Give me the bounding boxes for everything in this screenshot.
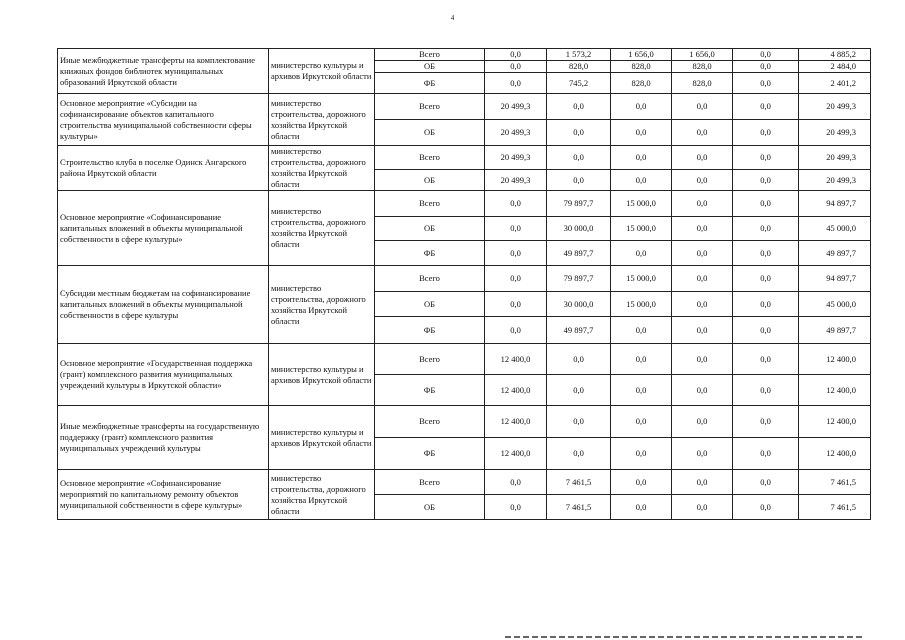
year-value: 0,0 [611, 120, 672, 146]
year-value: 0,0 [547, 146, 611, 170]
year-value: 0,0 [733, 317, 799, 344]
total-value: 20 499,3 [799, 146, 871, 170]
measure-name: Основное мероприятие «Софинансирование капитальных вложений в объекты муниципальной собственности в сфере культуры» [58, 191, 269, 266]
table-row [58, 94, 871, 120]
funding-source: ФБ [375, 73, 485, 94]
year-value: 0,0 [485, 317, 547, 344]
table-row [58, 146, 871, 170]
year-value: 0,0 [672, 170, 733, 191]
year-value: 0,0 [733, 94, 799, 120]
table-row [58, 406, 871, 438]
executor-name: министерство культуры и архивов Иркутской области [269, 406, 375, 470]
funding-source: ОБ [375, 217, 485, 241]
year-value: 0,0 [733, 146, 799, 170]
year-value: 0,0 [611, 495, 672, 520]
year-value: 745,2 [547, 73, 611, 94]
year-value: 0,0 [611, 344, 672, 375]
year-value: 20 499,3 [485, 170, 547, 191]
year-value: 0,0 [672, 94, 733, 120]
total-value: 7 461,5 [799, 470, 871, 495]
year-value: 0,0 [547, 406, 611, 438]
year-value: 0,0 [672, 266, 733, 292]
total-value: 12 400,0 [799, 438, 871, 470]
year-value: 0,0 [672, 241, 733, 266]
funding-source: Всего [375, 49, 485, 61]
year-value: 0,0 [672, 406, 733, 438]
funding-source: ФБ [375, 241, 485, 266]
year-value: 0,0 [733, 292, 799, 317]
funding-source: ФБ [375, 375, 485, 406]
year-value: 0,0 [733, 120, 799, 146]
page-number: 4 [450, 14, 455, 22]
year-value: 0,0 [733, 191, 799, 217]
year-value: 0,0 [611, 470, 672, 495]
measure-name: Субсидии местным бюджетам на софинансирование капитальных вложений в объекты муниципальной собственности в сфере культуры [58, 266, 269, 344]
year-value: 0,0 [485, 61, 547, 73]
year-value: 828,0 [611, 73, 672, 94]
scan-artifact-line [505, 636, 865, 638]
total-value: 2 401,2 [799, 73, 871, 94]
year-value: 0,0 [672, 344, 733, 375]
year-value: 12 400,0 [485, 375, 547, 406]
total-value: 94 897,7 [799, 191, 871, 217]
measure-name: Основное мероприятие «Субсидии на софинансирование объектов капитального строительства муниципальной собственности сферы культуры» [58, 94, 269, 146]
total-value: 49 897,7 [799, 317, 871, 344]
year-value: 0,0 [733, 266, 799, 292]
year-value: 0,0 [611, 317, 672, 344]
year-value: 0,0 [547, 170, 611, 191]
year-value: 0,0 [733, 344, 799, 375]
year-value: 828,0 [672, 61, 733, 73]
executor-name: министерство культуры и архивов Иркутской области [269, 49, 375, 94]
year-value: 0,0 [733, 217, 799, 241]
executor-name: министерство строительства, дорожного хозяйства Иркутской области [269, 470, 375, 520]
funding-source: Всего [375, 146, 485, 170]
year-value: 0,0 [485, 292, 547, 317]
total-value: 2 484,0 [799, 61, 871, 73]
year-value: 0,0 [672, 292, 733, 317]
year-value: 0,0 [547, 438, 611, 470]
year-value: 30 000,0 [547, 217, 611, 241]
year-value: 0,0 [485, 495, 547, 520]
funding-source: Всего [375, 470, 485, 495]
year-value: 12 400,0 [485, 406, 547, 438]
year-value: 0,0 [485, 266, 547, 292]
funding-source: Всего [375, 266, 485, 292]
table-row [58, 49, 871, 61]
year-value: 0,0 [485, 191, 547, 217]
year-value: 0,0 [485, 470, 547, 495]
year-value: 20 499,3 [485, 120, 547, 146]
funding-source: ОБ [375, 292, 485, 317]
table-row [58, 470, 871, 495]
year-value: 7 461,5 [547, 470, 611, 495]
executor-name: министерство строительства, дорожного хозяйства Иркутской области [269, 94, 375, 146]
year-value: 15 000,0 [611, 266, 672, 292]
year-value: 49 897,7 [547, 241, 611, 266]
year-value: 0,0 [672, 191, 733, 217]
total-value: 20 499,3 [799, 120, 871, 146]
year-value: 0,0 [611, 375, 672, 406]
total-value: 12 400,0 [799, 406, 871, 438]
total-value: 94 897,7 [799, 266, 871, 292]
year-value: 0,0 [485, 49, 547, 61]
year-value: 1 656,0 [611, 49, 672, 61]
year-value: 0,0 [733, 470, 799, 495]
funding-source: ОБ [375, 170, 485, 191]
year-value: 0,0 [733, 61, 799, 73]
year-value: 0,0 [672, 495, 733, 520]
year-value: 0,0 [611, 170, 672, 191]
year-value: 0,0 [672, 438, 733, 470]
year-value: 79 897,7 [547, 266, 611, 292]
measure-name: Иные межбюджетные трансферты на комплектование книжных фондов библиотек муниципальных образований Иркутской области [58, 49, 269, 94]
funding-source: ФБ [375, 317, 485, 344]
total-value: 12 400,0 [799, 344, 871, 375]
funding-source: ОБ [375, 120, 485, 146]
funding-source: ФБ [375, 438, 485, 470]
year-value: 1 656,0 [672, 49, 733, 61]
total-value: 49 897,7 [799, 241, 871, 266]
year-value: 15 000,0 [611, 191, 672, 217]
year-value: 30 000,0 [547, 292, 611, 317]
executor-name: министерство строительства, дорожного хозяйства Иркутской области [269, 146, 375, 191]
year-value: 0,0 [611, 241, 672, 266]
table-row [58, 344, 871, 375]
total-value: 4 885,2 [799, 49, 871, 61]
year-value: 0,0 [547, 344, 611, 375]
year-value: 20 499,3 [485, 94, 547, 120]
executor-name: министерство строительства, дорожного хозяйства Иркутской области [269, 266, 375, 344]
measure-name: Строительство клуба в поселке Одинск Ангарского района Иркутской области [58, 146, 269, 191]
year-value: 0,0 [547, 375, 611, 406]
year-value: 0,0 [547, 120, 611, 146]
year-value: 0,0 [485, 73, 547, 94]
year-value: 1 573,2 [547, 49, 611, 61]
measure-name: Основное мероприятие «Софинансирование мероприятий по капитальному ремонту объектов муниципальной собственности в сфере культуры» [58, 470, 269, 520]
year-value: 828,0 [611, 61, 672, 73]
year-value: 0,0 [611, 438, 672, 470]
year-value: 0,0 [485, 241, 547, 266]
funding-source: ОБ [375, 495, 485, 520]
total-value: 20 499,3 [799, 170, 871, 191]
executor-name: министерство строительства, дорожного хозяйства Иркутской области [269, 191, 375, 266]
total-value: 45 000,0 [799, 292, 871, 317]
total-value: 20 499,3 [799, 94, 871, 120]
table-body [58, 49, 871, 520]
year-value: 12 400,0 [485, 438, 547, 470]
funding-source: Всего [375, 191, 485, 217]
total-value: 45 000,0 [799, 217, 871, 241]
year-value: 0,0 [672, 375, 733, 406]
year-value: 15 000,0 [611, 292, 672, 317]
year-value: 0,0 [547, 94, 611, 120]
year-value: 49 897,7 [547, 317, 611, 344]
year-value: 0,0 [733, 49, 799, 61]
year-value: 0,0 [733, 495, 799, 520]
year-value: 12 400,0 [485, 344, 547, 375]
year-value: 0,0 [672, 217, 733, 241]
year-value: 0,0 [672, 120, 733, 146]
year-value: 0,0 [611, 94, 672, 120]
year-value: 79 897,7 [547, 191, 611, 217]
table-row [58, 266, 871, 292]
measure-name: Основное мероприятие «Государственная поддержка (грант) комплексного развития муниципальных учреждений культуры в Иркутской области» [58, 344, 269, 406]
year-value: 15 000,0 [611, 217, 672, 241]
year-value: 0,0 [485, 217, 547, 241]
year-value: 0,0 [733, 375, 799, 406]
year-value: 0,0 [733, 170, 799, 191]
executor-name: министерство культуры и архивов Иркутской области [269, 344, 375, 406]
total-value: 7 461,5 [799, 495, 871, 520]
year-value: 0,0 [733, 241, 799, 266]
funding-source: Всего [375, 344, 485, 375]
year-value: 0,0 [733, 73, 799, 94]
year-value: 0,0 [672, 470, 733, 495]
year-value: 0,0 [733, 406, 799, 438]
total-value: 12 400,0 [799, 375, 871, 406]
year-value: 0,0 [733, 438, 799, 470]
year-value: 828,0 [547, 61, 611, 73]
funding-source: Всего [375, 94, 485, 120]
measure-name: Иные межбюджетные трансферты на государственную поддержку (грант) комплексного развития муниципальных учреждений культуры [58, 406, 269, 470]
year-value: 0,0 [611, 406, 672, 438]
year-value: 0,0 [672, 146, 733, 170]
funding-source: ОБ [375, 61, 485, 73]
funding-source: Всего [375, 406, 485, 438]
budget-table [57, 48, 871, 520]
year-value: 20 499,3 [485, 146, 547, 170]
year-value: 0,0 [611, 146, 672, 170]
year-value: 828,0 [672, 73, 733, 94]
year-value: 7 461,5 [547, 495, 611, 520]
table-row [58, 191, 871, 217]
year-value: 0,0 [672, 317, 733, 344]
